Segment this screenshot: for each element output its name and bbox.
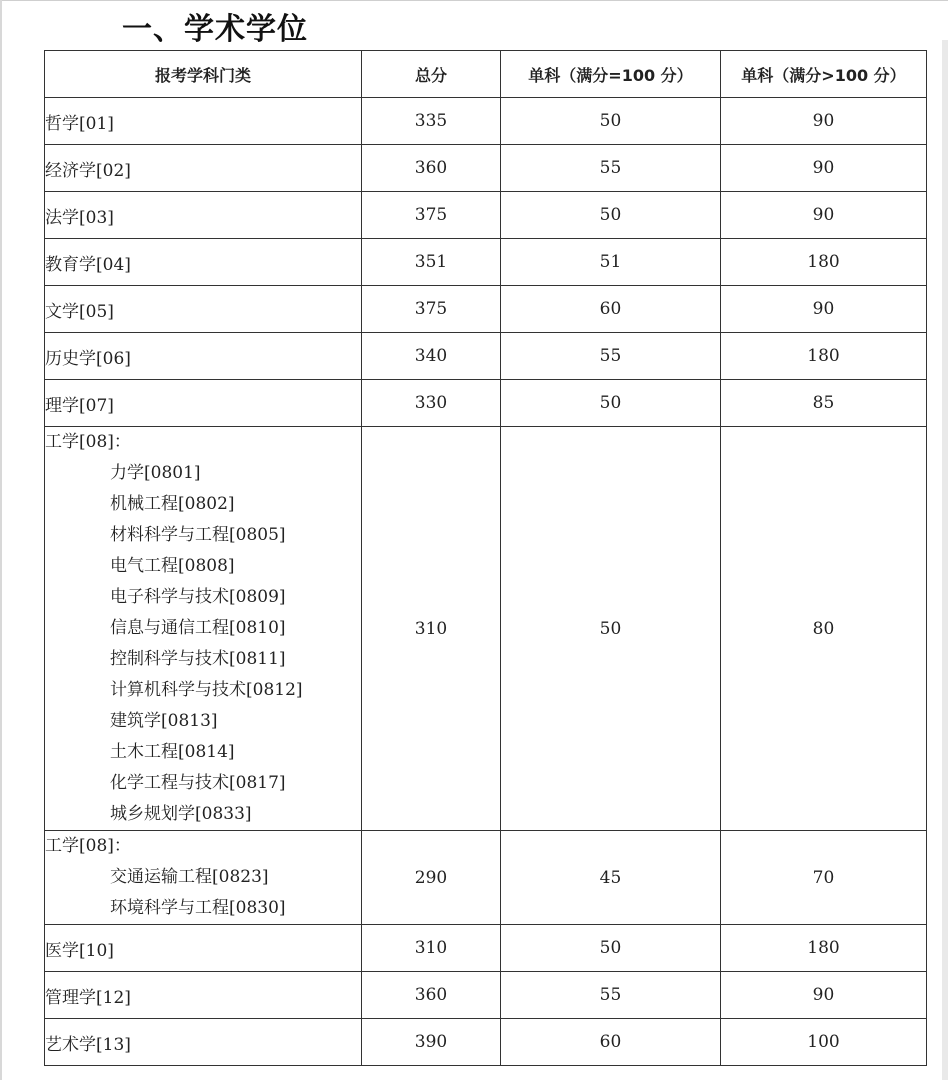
- total-cell: 335: [362, 98, 501, 145]
- total-cell: 375: [362, 286, 501, 333]
- group-heading: 工学[08]：: [45, 836, 131, 856]
- score-table: [44, 50, 927, 1066]
- table-row: [45, 333, 927, 380]
- single-over-100-cell: 90: [721, 192, 927, 239]
- sub-discipline: 土木工程[0814]: [110, 742, 235, 762]
- single-over-100-cell: 80: [721, 427, 927, 831]
- sub-discipline: 建筑学[0813]: [110, 711, 218, 731]
- subject-cell: 哲学[01]: [45, 98, 362, 145]
- sub-discipline: 化学工程与技术[0817]: [110, 773, 286, 793]
- sub-discipline: 信息与通信工程[0810]: [110, 618, 286, 638]
- table-row: [45, 145, 927, 192]
- subject-cell: 医学[10]: [45, 925, 362, 972]
- single-over-100-cell: 90: [721, 98, 927, 145]
- table-row: [45, 239, 927, 286]
- header-total: 总分: [362, 51, 501, 98]
- single-100-cell: 60: [501, 286, 721, 333]
- single-100-cell: 50: [501, 192, 721, 239]
- total-cell: 340: [362, 333, 501, 380]
- page-left-edge: [0, 0, 2, 1080]
- table-row: [45, 286, 927, 333]
- subject-cell: 法学[03]: [45, 192, 362, 239]
- table-row: [45, 380, 927, 427]
- single-100-cell: 51: [501, 239, 721, 286]
- sub-discipline: 交通运输工程[0823]: [110, 867, 269, 887]
- page-top-edge: [0, 0, 948, 1]
- table-row: [45, 98, 927, 145]
- single-over-100-cell: 180: [721, 333, 927, 380]
- subject-cell: 教育学[04]: [45, 239, 362, 286]
- subject-group-cell: [45, 427, 362, 831]
- single-100-cell: 50: [501, 427, 721, 831]
- single-100-cell: 45: [501, 831, 721, 925]
- subject-cell: 文学[05]: [45, 286, 362, 333]
- sub-discipline: 城乡规划学[0833]: [110, 804, 252, 824]
- single-100-cell: 55: [501, 972, 721, 1019]
- single-over-100-cell: 180: [721, 925, 927, 972]
- table-row-engineering-group-2: [45, 831, 927, 925]
- single-100-cell: 55: [501, 145, 721, 192]
- subject-cell: 理学[07]: [45, 380, 362, 427]
- subject-cell: 历史学[06]: [45, 333, 362, 380]
- single-over-100-cell: 180: [721, 239, 927, 286]
- sub-discipline: 机械工程[0802]: [110, 494, 235, 514]
- total-cell: 360: [362, 972, 501, 1019]
- total-cell: 290: [362, 831, 501, 925]
- section-title: 一、学术学位: [122, 12, 308, 47]
- sub-discipline: 计算机科学与技术[0812]: [110, 680, 303, 700]
- sub-discipline: 电子科学与技术[0809]: [110, 587, 286, 607]
- single-100-cell: 50: [501, 925, 721, 972]
- header-single-100: 单科（满分=100 分）: [501, 51, 721, 98]
- single-100-cell: 50: [501, 98, 721, 145]
- table-row: [45, 972, 927, 1019]
- total-cell: 360: [362, 145, 501, 192]
- subject-cell: 管理学[12]: [45, 972, 362, 1019]
- single-over-100-cell: 90: [721, 286, 927, 333]
- table-row: [45, 925, 927, 972]
- single-over-100-cell: 100: [721, 1019, 927, 1066]
- single-100-cell: 60: [501, 1019, 721, 1066]
- subject-cell: 艺术学[13]: [45, 1019, 362, 1066]
- header-subject: 报考学科门类: [45, 51, 362, 98]
- table-row: [45, 192, 927, 239]
- sub-discipline: 电气工程[0808]: [110, 556, 235, 576]
- single-over-100-cell: 85: [721, 380, 927, 427]
- total-cell: 390: [362, 1019, 501, 1066]
- sub-discipline: 控制科学与技术[0811]: [110, 649, 286, 669]
- table-header-row: [45, 51, 927, 98]
- header-single-over-100: 单科（满分>100 分）: [721, 51, 927, 98]
- table-row: [45, 1019, 927, 1066]
- sub-discipline: 环境科学与工程[0830]: [110, 898, 286, 918]
- sub-discipline: 材料科学与工程[0805]: [110, 525, 286, 545]
- subject-cell: 经济学[02]: [45, 145, 362, 192]
- total-cell: 351: [362, 239, 501, 286]
- single-over-100-cell: 90: [721, 145, 927, 192]
- single-over-100-cell: 70: [721, 831, 927, 925]
- single-100-cell: 55: [501, 333, 721, 380]
- page-right-edge: [942, 40, 948, 1080]
- total-cell: 310: [362, 925, 501, 972]
- subject-group-cell: [45, 831, 362, 925]
- single-over-100-cell: 90: [721, 972, 927, 1019]
- sub-discipline: 力学[0801]: [110, 463, 201, 483]
- single-100-cell: 50: [501, 380, 721, 427]
- group-heading: 工学[08]：: [45, 432, 131, 452]
- total-cell: 330: [362, 380, 501, 427]
- total-cell: 375: [362, 192, 501, 239]
- total-cell: 310: [362, 427, 501, 831]
- table-row-engineering-group-1: [45, 427, 927, 831]
